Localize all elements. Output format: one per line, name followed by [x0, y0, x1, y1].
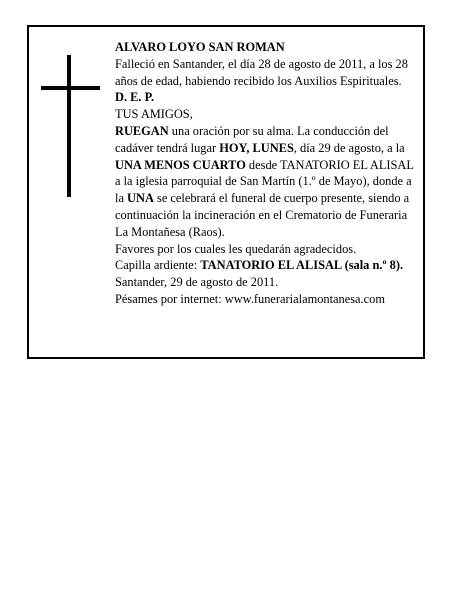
ruegan-label: RUEGAN — [115, 123, 169, 138]
cross-horizontal-bar — [41, 86, 100, 90]
time-highlight: UNA MENOS CUARTO — [115, 157, 246, 172]
signers: TUS AMIGOS, — [115, 107, 193, 122]
chapel-place: TANATORIO EL ALISAL (sala n.º 8). — [200, 258, 404, 273]
dep-line: D. E. P. — [115, 90, 155, 105]
condolences-line: Pésames por internet: www.funerarialamontanesa.com — [115, 291, 385, 306]
thanks-line: Favores por los cuales les quedarán agradecidos. — [115, 241, 357, 256]
date-highlight: HOY, LUNES — [219, 140, 294, 155]
deceased-name: ALVARO LOYO SAN ROMAN — [115, 40, 285, 54]
chapel-line: Capilla ardiente: TANATORIO EL ALISAL (sala n.º 8). — [115, 258, 404, 273]
obituary-text — [115, 39, 421, 308]
condolences-url: www.funerarialamontanesa.com — [224, 291, 385, 306]
funeral-time-highlight: UNA — [127, 191, 154, 206]
obituary-notice — [27, 25, 425, 359]
death-notice: Falleció en Santander, el día 28 de agosto de 2011, a los 28 años de edad, habiendo recibido los Auxilios Espirituales. — [115, 56, 408, 88]
cross-vertical-bar — [67, 55, 71, 197]
place-date: Santander, 29 de agosto de 2011. — [115, 275, 279, 290]
funeral-request: RUEGAN una oración por su alma. La conducción del cadáver tendrá lugar HOY, LUNES, día 29 de agosto, a la UNA MENOS CUARTO desde TANATORIO EL ALISAL a la iglesia parroquial de San Martín (1.º de Mayo), donde a la UNA se celebrará el funeral de cuerpo presente, siendo a continuación la incineración en el Crematorio de Funeraria La Montañesa (Raos). — [115, 123, 414, 239]
